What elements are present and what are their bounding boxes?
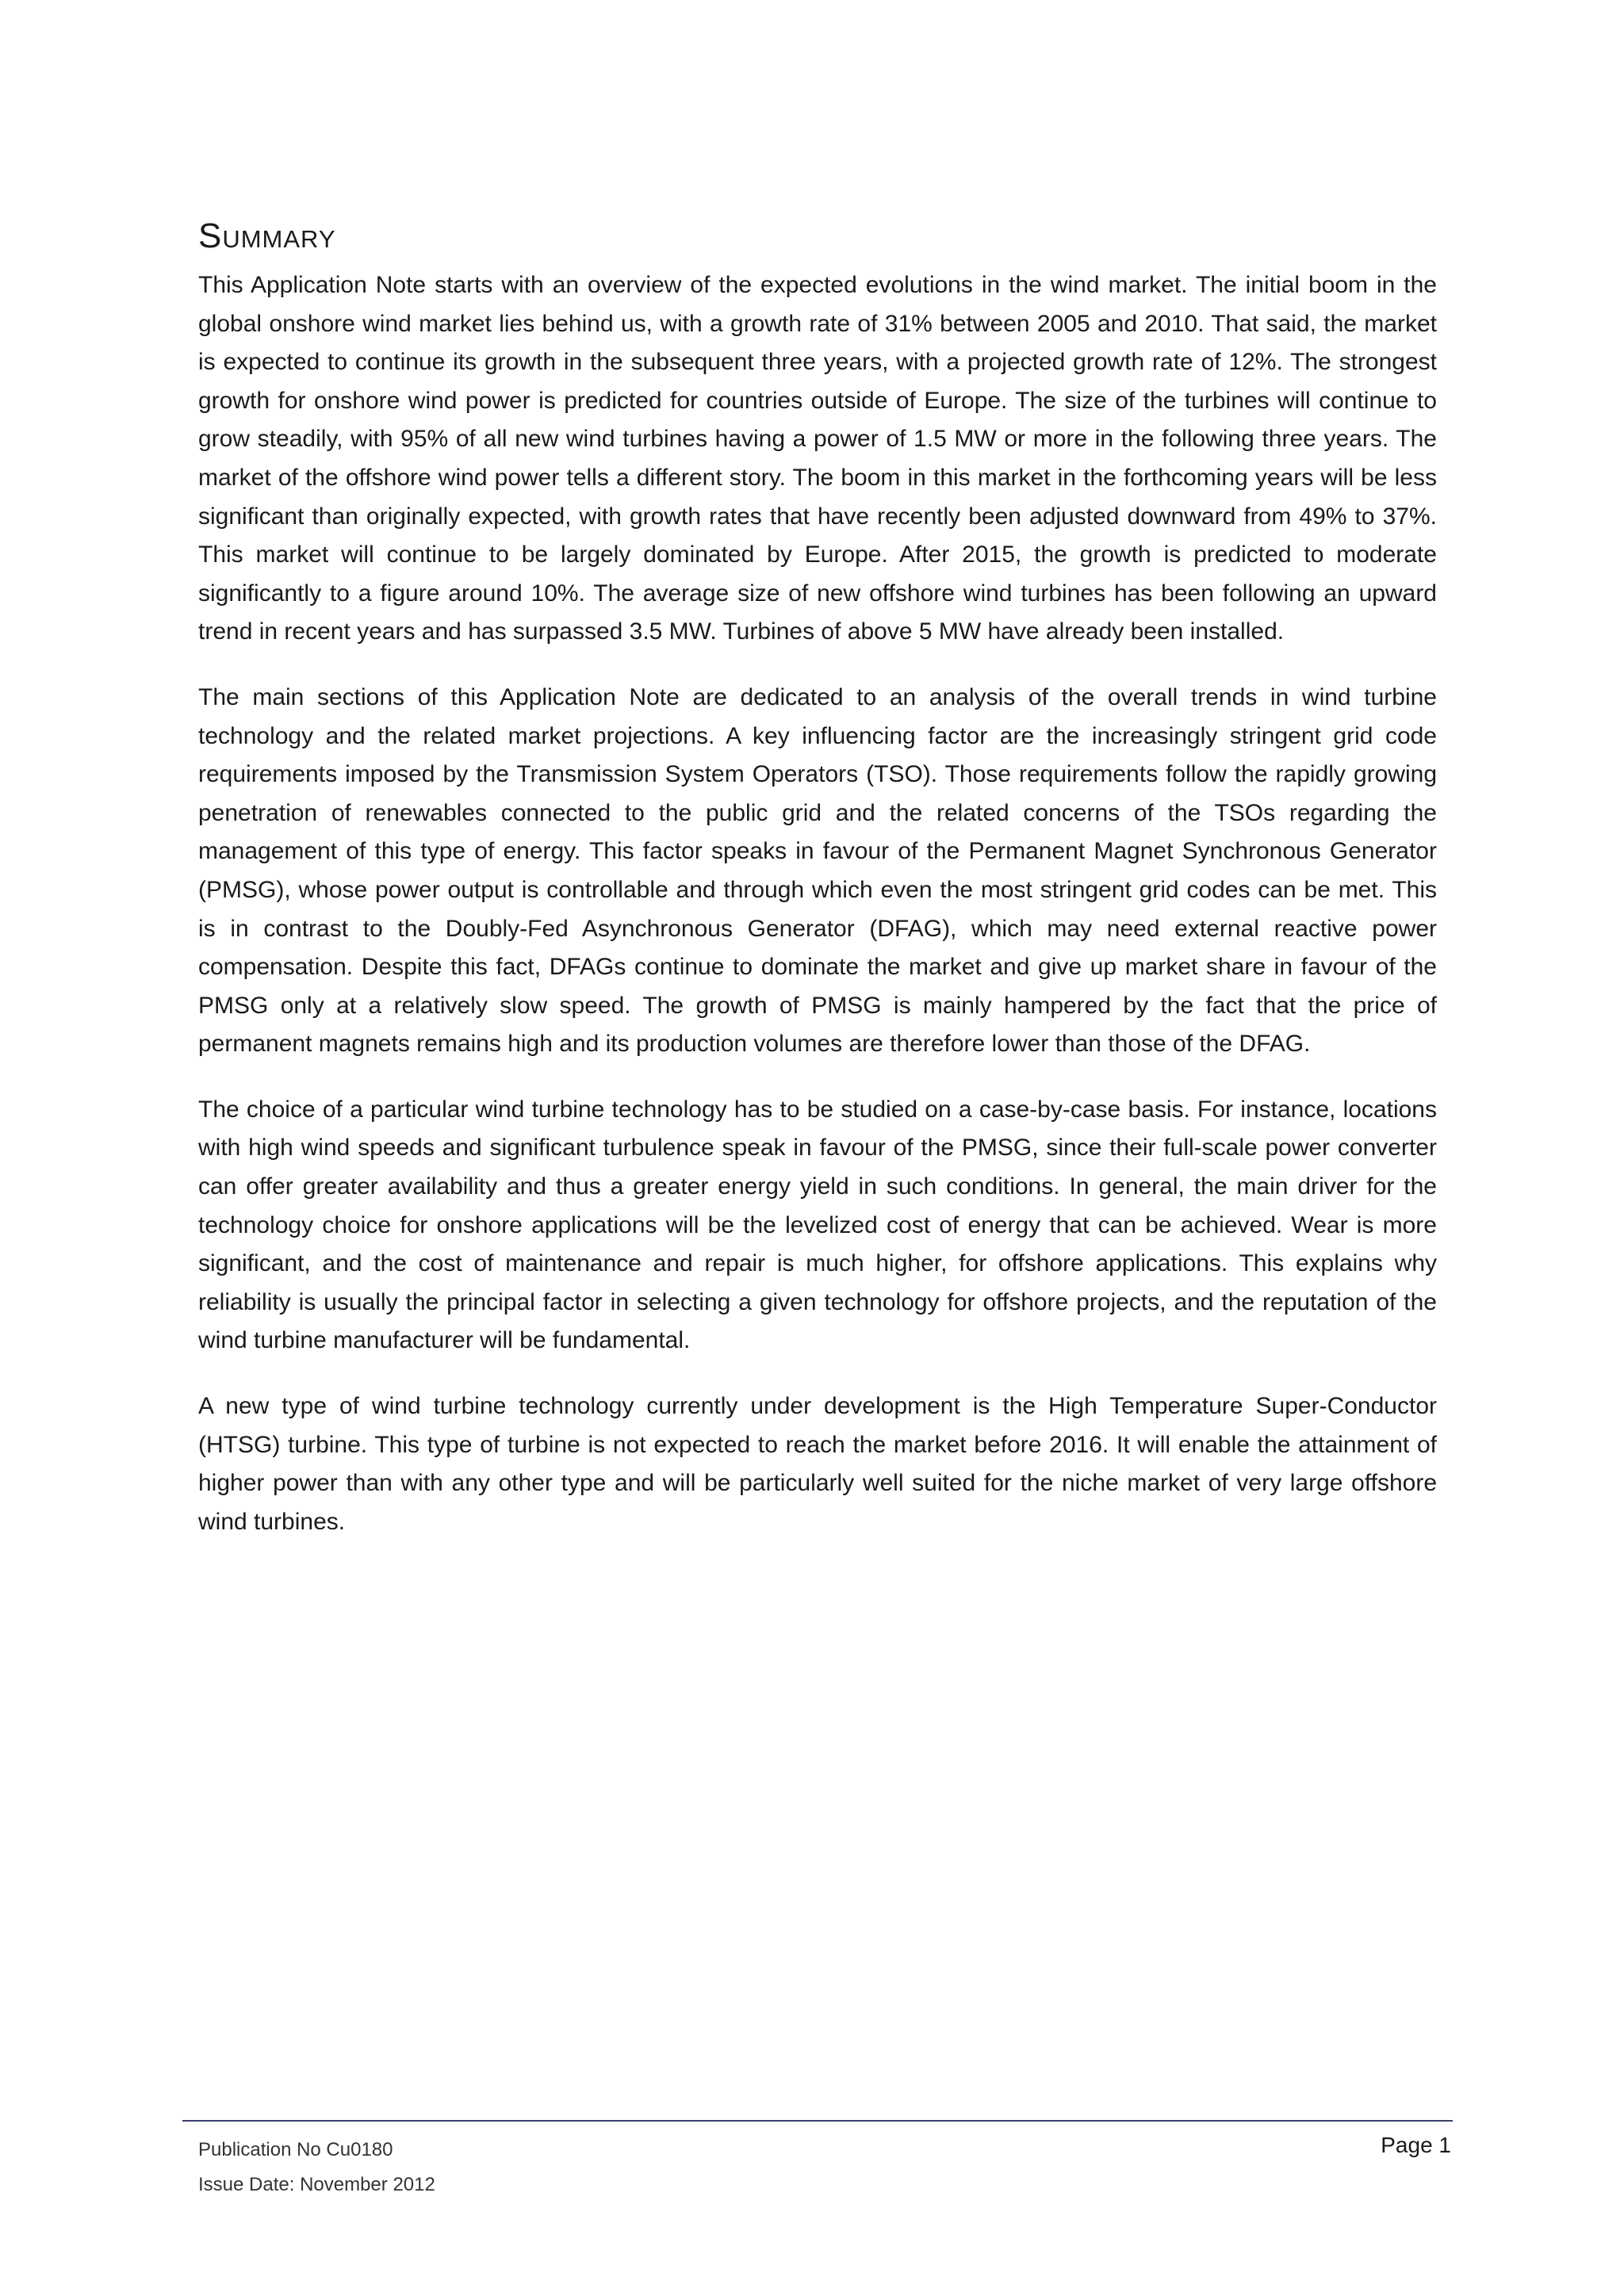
paragraph-technology-trends: The main sections of this Application Note are dedicated to an analysis of the overall trends in wind turbine technology and the related market projections. A key influencing factor are the increasingly stringent grid code requirements imposed by the Transmission System Operators (TSO). Those requirements follow the rapidly growing penetration of renewables connected to the public grid and the related concerns of the TSOs regarding the management of this type of energy. This factor speaks in favour of the Permanent Magnet Synchronous Generator (PMSG), whose power output is controllable and through which even the most stringent grid codes can be met. This is in contrast to the Doubly-Fed Asynchronous Generator (DFAG), which may need external reactive power compensation. Despite this fact, DFAGs continue to dominate the market and give up market share in favour of the PMSG only at a relatively slow speed. The growth of PMSG is mainly hampered by the fact that the price of permanent magnets remains high and its production volumes are therefore lower than those of the DFAG. bbox=[198, 683, 1437, 1058]
section-title: Summary bbox=[198, 216, 336, 255]
footer-meta bbox=[198, 2133, 435, 2202]
paragraph-htsg-turbine: A new type of wind turbine technology currently under development is the High Temperature Super-Conductor (HTSG) turbine. This type of turbine is not expected to reach the market before 2016. It will enable the attainment of higher power than with any other type and will be particularly well suited for the niche market of very large offshore wind turbines. bbox=[198, 1393, 1437, 1535]
summary-section bbox=[198, 212, 1437, 1568]
paragraph-market-overview: This Application Note starts with an overview of the expected evolutions in the wind market. The initial boom in the global onshore wind market lies behind us, with a growth rate of 31% between 2005 and 2010. That said, the market is expected to continue its growth in the subsequent three years, with a projected growth rate of 12%. The strongest growth for onshore wind power is predicted for countries outside of Europe. The size of the turbines will continue to grow steadily, with 95% of all new wind turbines having a power of 1.5 MW or more in the following three years. The market of the offshore wind power tells a different story. The boom in this market in the forthcoming years will be less significant than originally expected, with growth rates that have recently been adjusted downward from 49% to 37%. This market will continue to be largely dominated by Europe. After 2015, the growth is predicted to moderate significantly to a figure around 10%. The average size of new offshore wind turbines has been following an upward trend in recent years and has surpassed 3.5 MW. Turbines of above 5 MW have already been installed. bbox=[198, 272, 1437, 645]
issue-date: Issue Date: November 2012 bbox=[198, 2174, 435, 2195]
publication-number: Publication No Cu0180 bbox=[198, 2139, 393, 2160]
page-number: Page 1 bbox=[1381, 2133, 1451, 2157]
paragraph-technology-choice: The choice of a particular wind turbine technology has to be studied on a case-by-case basis. For instance, locations with high wind speeds and significant turbulence speak in favour of the PMSG, since their full-scale power converter can offer greater availability and thus a greater energy yield in such conditions. In general, the main driver for the technology choice for onshore applications will be the levelized cost of energy that can be achieved. Wear is more significant, and the cost of maintenance and repair is much higher, for offshore applications. This explains why reliability is usually the principal factor in selecting a given technology for offshore projects, and the reputation of the wind turbine manufacturer will be fundamental. bbox=[198, 1096, 1437, 1354]
footer-divider bbox=[182, 2120, 1453, 2122]
